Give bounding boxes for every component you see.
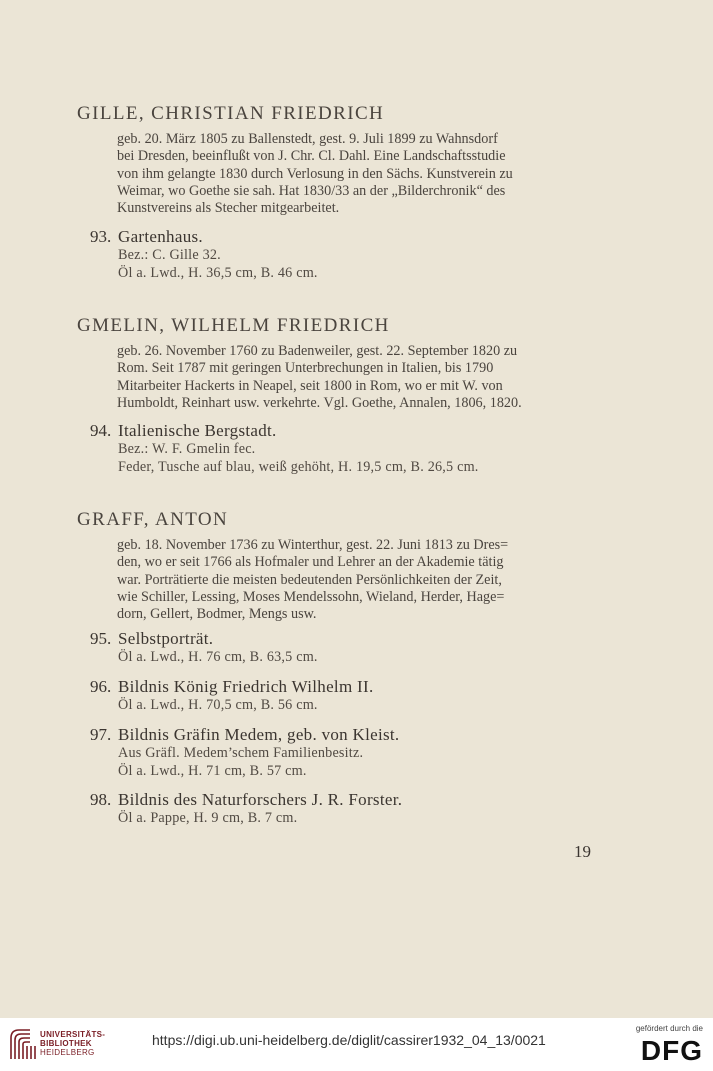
catalog-entry-94 xyxy=(90,421,479,476)
entry-number: 98. xyxy=(90,790,112,809)
viewer-footer xyxy=(0,1018,713,1071)
catalog-entry-97 xyxy=(90,725,399,780)
entry-title: Selbstporträt. xyxy=(118,629,214,648)
entry-line: Aus Gräfl. Medem’schem Familienbesitz. xyxy=(118,745,364,761)
entry-line: Feder, Tusche auf blau, weiß gehöht, H. 19,5 cm, B. 26,5 cm. xyxy=(118,458,479,475)
permalink-url[interactable]: https://digi.ub.uni-heidelberg.de/diglit/cassirer1932_04_13/0021 xyxy=(152,1032,546,1048)
entry-line: Öl a. Lwd., H. 36,5 cm, B. 46 cm. xyxy=(118,264,318,281)
artist-heading-graff: GRAFF, ANTON xyxy=(77,509,229,530)
entry-title: Bildnis König Friedrich Wilhelm II. xyxy=(118,677,374,696)
page-number: 19 xyxy=(574,842,591,861)
entry-line: Öl a. Lwd., H. 76 cm, B. 63,5 cm. xyxy=(118,649,318,665)
entry-line: Öl a. Lwd., H. 70,5 cm, B. 56 cm. xyxy=(118,697,318,713)
artist-heading-gille: GILLE, CHRISTIAN FRIEDRICH xyxy=(77,103,385,124)
university-library-name: UNIVERSITÄTS- BIBLIOTHEK HEIDELBERG xyxy=(40,1030,106,1057)
entry-line: Öl a. Lwd., H. 71 cm, B. 57 cm. xyxy=(118,762,307,779)
entry-line: Bez.: W. F. Gmelin fec. xyxy=(118,441,256,457)
entry-line: Bez.: C. Gille 32. xyxy=(118,247,221,263)
entry-line: Öl a. Pappe, H. 9 cm, B. 7 cm. xyxy=(118,810,298,826)
entry-title: Bildnis Gräfin Medem, geb. von Kleist. xyxy=(118,725,400,744)
catalog-entry-95 xyxy=(90,629,318,667)
dfg-logo: DFG xyxy=(640,1035,703,1066)
catalog-entry-93 xyxy=(90,227,318,282)
funded-by-label: gefördert durch die xyxy=(635,1024,703,1033)
catalog-entry-98 xyxy=(90,790,402,828)
entry-number: 94. xyxy=(90,421,112,440)
artist-bio-gille: geb. 20. März 1805 zu Ballenstedt, gest. 9. Juli 1899 zu Wahnsdorf bei Dresden, beeinflußt von J. Chr. Cl. Dahl. Eine Landschaftsstudie von ihm gelangte 1830 durch Verlosung in den Sächs. Kunstverein zu Weimar, wo Goethe sie sah. Hat 1830/33 an der „Bilderchronik“ des Kunstvereins als Stecher mitgearbeitet. xyxy=(117,131,513,217)
entry-number: 93. xyxy=(90,227,112,246)
entry-number: 96. xyxy=(90,677,112,696)
artist-bio-gmelin: geb. 26. November 1760 zu Badenweiler, gest. 22. September 1820 zu Rom. Seit 1787 mit geringen Unterbrechungen in Italien, bis 1790 Mitarbeiter Hackerts in Neapel, seit 1800 in Rom, wo er mit W. von Humboldt, Reinhart usw. verkehrte. Vgl. Goethe, Annalen, 1806, 1820. xyxy=(117,343,522,411)
entry-number: 95. xyxy=(90,629,112,648)
entry-title: Bildnis des Naturforschers J. R. Forster. xyxy=(118,790,403,809)
catalog-entry-96 xyxy=(90,677,374,715)
entry-number: 97. xyxy=(90,725,112,744)
artist-bio-graff: geb. 18. November 1736 zu Winterthur, gest. 22. Juni 1813 zu Dres= den, wo er seit 1766 als Hofmaler und Lehrer an der Akademie tätig war. Porträtierte die meisten bedeutenden Persönlichkeiten der Zeit, wie Schiller, Lessing, Moses Mendelssohn, Wieland, Herder, Hage= dorn, Gellert, Bodmer, Mengs usw. xyxy=(117,537,509,623)
artist-heading-gmelin: GMELIN, WILHELM FRIEDRICH xyxy=(77,315,390,336)
university-library-logo-icon xyxy=(8,1026,38,1062)
entry-title: Gartenhaus. xyxy=(118,227,203,246)
entry-title: Italienische Bergstadt. xyxy=(118,421,277,440)
